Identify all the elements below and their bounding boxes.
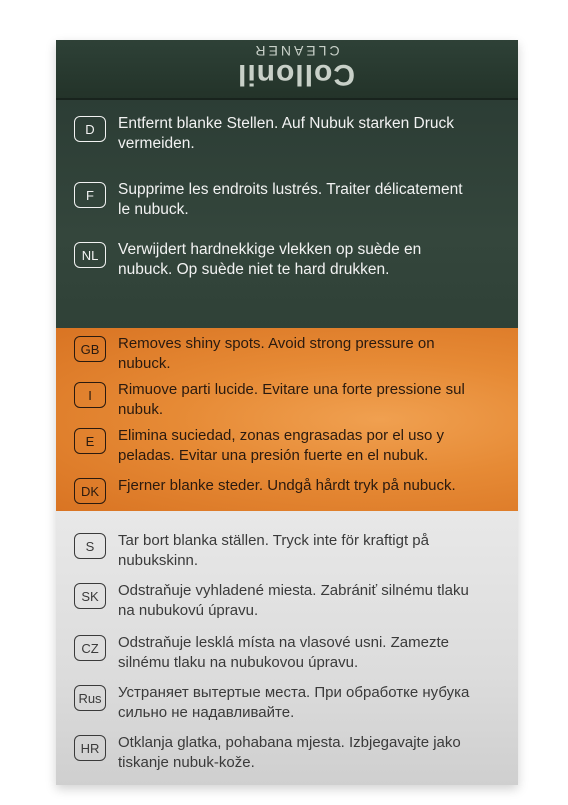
brand-subtitle: CLEANER	[252, 43, 340, 59]
lang-row-d	[74, 114, 508, 154]
orange-panel	[56, 328, 518, 511]
lang-row-cz	[74, 633, 508, 673]
language-code-badge: F	[74, 182, 106, 208]
instruction-text: Rimuove parti lucide. Evitare una forte pressione sul nubuk.	[118, 381, 465, 418]
instruction-text: Fjerner blanke steder. Undgå hårdt tryk på nubuck.	[118, 477, 456, 494]
gray-panel	[56, 511, 518, 785]
language-code-badge: GB	[74, 336, 106, 362]
lang-row-e	[74, 426, 508, 466]
lang-row-s	[74, 531, 508, 571]
instruction-text: Odstraňuje vyhladené miesta. Zabrániť silnému tlaku na nubukovú úpravu.	[118, 582, 469, 619]
language-code-badge: CZ	[74, 635, 106, 661]
language-code-badge: DK	[74, 478, 106, 504]
lang-row-nl	[74, 240, 508, 280]
lang-row-gb	[74, 334, 508, 374]
green-panel	[56, 100, 518, 328]
instruction-text: Устраняет вытертые места. При обработке нубука сильно не надавливайте.	[118, 684, 470, 721]
box-lid	[56, 40, 518, 100]
brand-logo	[166, 44, 426, 90]
brand-name: Collonil	[237, 58, 355, 91]
language-code-badge: HR	[74, 735, 106, 761]
instruction-text: Elimina suciedad, zonas engrasadas por el uso y peladas. Evitar una presión fuerte en el nubuk.	[118, 427, 445, 464]
lang-row-i	[74, 380, 508, 420]
lang-row-rus	[74, 683, 508, 723]
language-code-badge: Rus	[74, 685, 106, 711]
instruction-text: Otklanja glatka, pohabana mjesta. Izbjegavajte jako tiskanje nubuk-kože.	[118, 734, 461, 771]
language-code-badge: S	[74, 533, 106, 559]
language-code-badge: NL	[74, 242, 106, 268]
instruction-text: Odstraňuje lesklá místa na vlasové usni. Zamezte silnému tlaku na nubukovou úpravu.	[118, 634, 449, 671]
lang-row-f	[74, 180, 508, 220]
instruction-text: Tar bort blanka ställen. Tryck inte för kraftigt på nubukskinn.	[118, 532, 429, 569]
language-code-badge: SK	[74, 583, 106, 609]
language-code-badge: E	[74, 428, 106, 454]
lang-row-dk	[74, 476, 508, 504]
language-code-badge: D	[74, 116, 106, 142]
instruction-text: Supprime les endroits lustrés. Traiter délicatement le nubuck.	[118, 181, 463, 218]
lang-row-sk	[74, 581, 508, 621]
lang-row-hr	[74, 733, 508, 773]
product-box	[56, 40, 518, 785]
instruction-text: Removes shiny spots. Avoid strong pressure on nubuck.	[118, 335, 435, 372]
instruction-text: Entfernt blanke Stellen. Auf Nubuk starken Druck vermeiden.	[118, 115, 455, 152]
language-code-badge: I	[74, 382, 106, 408]
instruction-text: Verwijdert hardnekkige vlekken op suède en nubuck. Op suède niet te hard drukken.	[118, 241, 422, 278]
